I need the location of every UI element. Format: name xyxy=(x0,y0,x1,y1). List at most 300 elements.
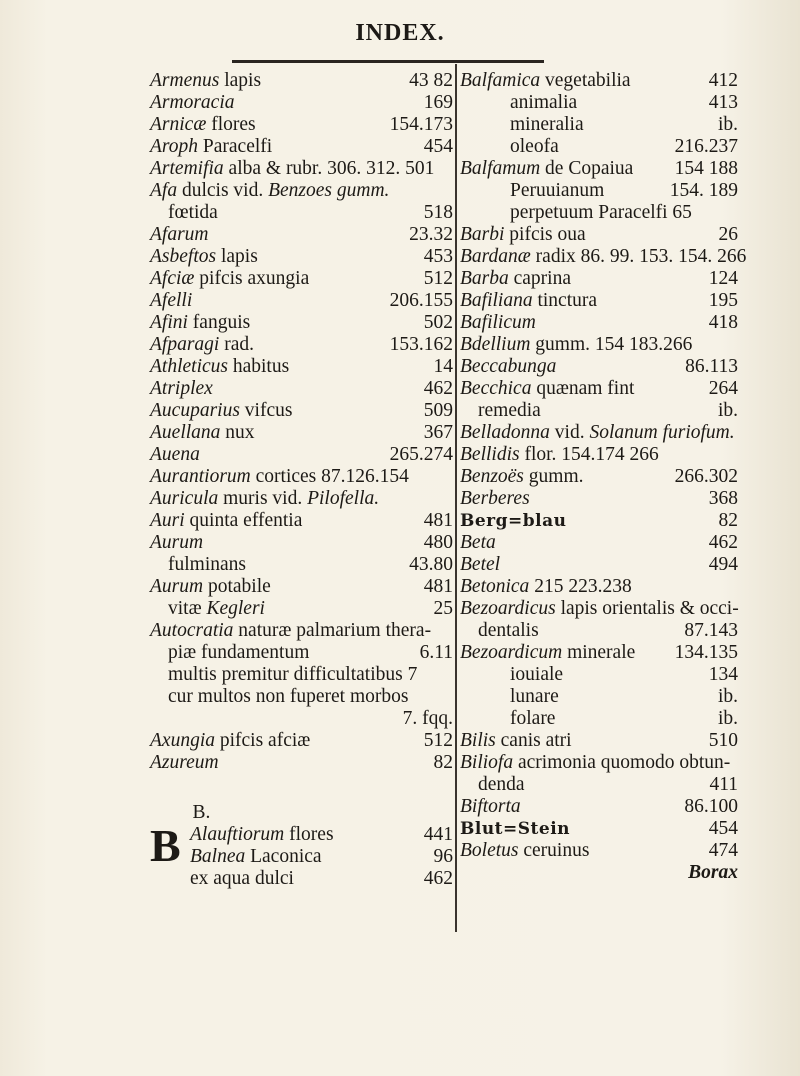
entry-page-ref: ib. xyxy=(717,686,738,707)
term-part: folare xyxy=(510,708,556,729)
term-part: de Copaiua xyxy=(540,158,634,179)
term-part: oleofa xyxy=(510,136,559,157)
entry-page-ref: 43.80 xyxy=(409,554,453,575)
entry-term xyxy=(460,290,597,312)
index-entry xyxy=(150,576,453,598)
entry-term xyxy=(150,290,192,312)
term-part: Balfamum xyxy=(460,158,541,179)
term-part: Auri xyxy=(150,510,185,531)
index-entry xyxy=(460,554,738,576)
entry-page-ref: 134 xyxy=(708,664,738,685)
term-part: Afparagi xyxy=(150,334,220,355)
term-part: vid. xyxy=(549,422,590,443)
index-entry xyxy=(150,752,453,774)
entry-term xyxy=(460,444,659,466)
index-entry xyxy=(460,334,738,356)
entry-page-ref: Borax xyxy=(688,862,738,883)
entry-term xyxy=(510,708,555,730)
entry-term xyxy=(460,752,730,774)
term-part: dentalis xyxy=(478,620,539,641)
entry-term xyxy=(190,846,322,868)
entry-term xyxy=(150,576,271,598)
term-part: vegetabilia xyxy=(540,70,631,91)
entry-term xyxy=(150,488,379,510)
index-entry xyxy=(460,840,738,862)
entry-page-ref: ib. xyxy=(717,114,738,135)
term-part: Bezoardicus xyxy=(460,598,556,619)
entry-term xyxy=(150,510,302,532)
term-part: Bafilicum xyxy=(460,312,536,333)
entry-term xyxy=(460,246,746,268)
term-part: iouiale xyxy=(510,664,564,685)
index-entry xyxy=(460,70,738,92)
index-entry xyxy=(460,92,738,114)
index-entry xyxy=(150,554,453,576)
index-entry xyxy=(460,664,738,686)
entry-page-ref: 87.143 xyxy=(684,620,738,641)
term-part: lapis orientalis & occi- xyxy=(555,598,739,619)
index-entry xyxy=(150,70,453,92)
term-part: Afelli xyxy=(150,290,193,311)
entry-page-ref: 502 xyxy=(423,312,453,333)
entry-term xyxy=(150,70,261,92)
entry-page-ref: 43 82 xyxy=(409,70,453,91)
term-part: Laconica xyxy=(245,846,322,867)
index-entry xyxy=(460,312,738,334)
term-part: cortices 87.126.154 xyxy=(250,466,409,487)
entry-page-ref: 518 xyxy=(423,202,453,223)
term-part: animalia xyxy=(510,92,578,113)
term-part: Pilofella. xyxy=(307,488,380,509)
entry-term xyxy=(168,664,417,686)
entry-term xyxy=(460,576,632,598)
entry-term xyxy=(460,730,572,752)
term-part: nux xyxy=(220,422,255,443)
section-b-initial-block xyxy=(150,820,453,871)
term-part: Aurantiorum xyxy=(150,466,251,487)
term-part: fœtida xyxy=(168,202,218,223)
term-part: Blut=Stein xyxy=(460,819,571,839)
entry-term xyxy=(150,224,209,246)
term-part: lapis xyxy=(216,246,258,267)
index-entry xyxy=(150,532,453,554)
entry-page-ref: 418 xyxy=(708,312,738,333)
entry-page-ref: 441 xyxy=(423,824,453,845)
term-part: Beta xyxy=(460,532,496,553)
index-entry xyxy=(150,422,453,444)
entry-term xyxy=(168,686,408,708)
entry-page-ref: 512 xyxy=(423,268,453,289)
term-part: pifcis afciæ xyxy=(214,730,311,751)
entry-term xyxy=(460,356,556,378)
entry-page-ref: 195 xyxy=(708,290,738,311)
entry-page-ref: 153.162 xyxy=(389,334,453,355)
entry-term xyxy=(460,818,570,840)
term-part: Alauftiorum xyxy=(190,824,285,845)
index-entry xyxy=(460,268,738,290)
term-part: radix 86. 99. 153. 154. 266 xyxy=(530,246,747,267)
term-part: Afciæ xyxy=(150,268,195,289)
index-entry xyxy=(150,400,453,422)
term-part: caprina xyxy=(508,268,572,289)
entry-page-ref: 481 xyxy=(423,510,453,531)
index-entry xyxy=(460,180,738,202)
entry-term xyxy=(168,642,309,664)
entry-term xyxy=(510,92,577,114)
entry-term xyxy=(510,686,559,708)
term-part: muris vid. xyxy=(218,488,308,509)
entry-page-ref: 264 xyxy=(708,378,738,399)
index-entry xyxy=(460,224,738,246)
index-entry xyxy=(150,114,453,136)
entry-page-ref: 96 xyxy=(433,846,453,867)
term-part: Bafiliana xyxy=(460,290,533,311)
entry-term xyxy=(150,334,254,356)
index-entry xyxy=(460,444,738,466)
entry-page-ref: 462 xyxy=(423,868,453,889)
entry-term xyxy=(150,752,219,774)
term-part: alba & rubr. 306. 312. 501 xyxy=(223,158,435,179)
term-part: Auricula xyxy=(150,488,219,509)
term-part: Atriplex xyxy=(150,378,213,399)
entry-term xyxy=(150,466,409,488)
term-part: Belladonna xyxy=(460,422,550,443)
term-part: Afa xyxy=(150,180,178,201)
entry-page-ref: 367 xyxy=(423,422,453,443)
entry-term xyxy=(460,466,584,488)
term-part: Berg=blau xyxy=(460,511,567,531)
index-entry xyxy=(460,532,738,554)
entry-page-ref: 25 xyxy=(433,598,453,619)
index-entry xyxy=(460,356,738,378)
term-part: Betonica xyxy=(460,576,530,597)
entry-term xyxy=(460,598,739,620)
entry-page-ref: 14 xyxy=(433,356,453,377)
term-part: piæ fundamentum xyxy=(168,642,310,663)
section-letter-b xyxy=(150,802,453,824)
index-entry xyxy=(150,224,453,246)
term-part: habitus xyxy=(227,356,290,377)
entry-term xyxy=(150,246,258,268)
index-entry xyxy=(460,400,738,422)
term-part: Asbeftos xyxy=(150,246,217,267)
index-entry xyxy=(460,488,738,510)
term-part: Benzoes gumm. xyxy=(268,180,390,201)
entry-term xyxy=(150,180,389,202)
index-entry xyxy=(150,136,453,158)
index-entry xyxy=(150,642,453,664)
entry-term xyxy=(460,488,530,510)
entry-page-ref: 412 xyxy=(708,70,738,91)
index-entry xyxy=(150,202,453,224)
entry-term xyxy=(460,422,735,444)
term-part: Bellidis xyxy=(460,444,520,465)
term-part: Barbi xyxy=(460,224,505,245)
entry-page-ref: 6.11 xyxy=(419,642,453,663)
entry-page-ref: 124 xyxy=(708,268,738,289)
index-entry xyxy=(150,268,453,290)
entry-page-ref: 454 xyxy=(708,818,738,839)
page-header: INDEX. xyxy=(355,20,445,46)
entry-term xyxy=(460,840,589,862)
entry-page-ref: 509 xyxy=(423,400,453,421)
term-part: Kegleri xyxy=(206,598,265,619)
term-part: fanguis xyxy=(187,312,251,333)
entry-page-ref: 474 xyxy=(708,840,738,861)
term-part: flor. 154.174 266 xyxy=(519,444,659,465)
term-part: pifcis oua xyxy=(504,224,586,245)
term-part: pifcis axungia xyxy=(194,268,310,289)
index-entry xyxy=(460,510,738,532)
term-part: Bardanæ xyxy=(460,246,531,267)
entry-term xyxy=(150,136,272,158)
index-entry xyxy=(460,136,738,158)
index-entry xyxy=(150,510,453,532)
term-part: Autocratia xyxy=(150,620,234,641)
term-part: quænam fint xyxy=(531,378,635,399)
entry-term xyxy=(460,70,631,92)
index-entry xyxy=(150,312,453,334)
entry-term xyxy=(460,312,536,334)
index-entry xyxy=(460,158,738,180)
entry-term xyxy=(150,620,431,642)
entry-term xyxy=(150,378,213,400)
term-part: perpetuum Paracelfi 65 xyxy=(510,202,692,223)
term-part: canis atri xyxy=(495,730,572,751)
entry-page-ref: 23.32 xyxy=(409,224,453,245)
index-entry xyxy=(460,862,738,884)
term-part: ceruinus xyxy=(518,840,590,861)
term-part: Artemifia xyxy=(150,158,224,179)
term-part: Biliofa xyxy=(460,752,514,773)
index-entry xyxy=(150,92,453,114)
term-part: Armenus xyxy=(150,70,220,91)
index-entry xyxy=(150,290,453,312)
term-part: flores xyxy=(206,114,256,135)
entry-page-ref: 481 xyxy=(423,576,453,597)
term-part: vifcus xyxy=(239,400,293,421)
index-entry xyxy=(460,378,738,400)
index-entry xyxy=(150,466,453,488)
entry-term xyxy=(168,202,218,224)
index-entry xyxy=(150,686,453,708)
entry-term xyxy=(168,554,246,576)
term-part: Beccabunga xyxy=(460,356,557,377)
entry-page-ref: 368 xyxy=(708,488,738,509)
term-part: vitæ xyxy=(168,598,207,619)
index-entry xyxy=(150,444,453,466)
entry-term xyxy=(150,158,434,180)
term-part: Barba xyxy=(460,268,509,289)
index-entry xyxy=(150,488,453,510)
entry-page-ref: 453 xyxy=(423,246,453,267)
term-part: Arnicæ xyxy=(150,114,207,135)
entry-term xyxy=(460,554,500,576)
entry-term xyxy=(510,180,604,202)
entry-page-ref: 154.173 xyxy=(389,114,453,135)
entry-term xyxy=(460,642,635,664)
term-part: dulcis vid. xyxy=(177,180,269,201)
index-entry xyxy=(460,114,738,136)
term-part: quinta effentia xyxy=(184,510,303,531)
entry-page-ref: 82 xyxy=(718,510,738,531)
entry-page-ref: 454 xyxy=(423,136,453,157)
term-part: Afini xyxy=(150,312,188,333)
entry-term xyxy=(168,598,265,620)
term-part: Biftorta xyxy=(460,796,521,817)
entry-page-ref: 411 xyxy=(709,774,738,795)
term-part: lapis xyxy=(219,70,262,91)
index-entry xyxy=(460,290,738,312)
term-part: mineralia xyxy=(510,114,584,135)
entry-page-ref: 462 xyxy=(423,378,453,399)
term-part: Becchica xyxy=(460,378,532,399)
entry-page-ref: ib. xyxy=(717,400,738,421)
entry-term xyxy=(150,730,310,752)
index-entry xyxy=(460,598,738,620)
entry-page-ref: 86.113 xyxy=(685,356,738,377)
term-part: Bdellium xyxy=(460,334,531,355)
term-part: Aurum xyxy=(150,576,204,597)
entry-term xyxy=(510,114,584,136)
term-part: Peruuianum xyxy=(510,180,605,201)
entry-page-ref: 266.302 xyxy=(674,466,738,487)
index-entry xyxy=(460,752,738,774)
entry-page-ref: 7. fqq. xyxy=(402,708,453,729)
term-part: Bezoardicum xyxy=(460,642,563,663)
entry-term xyxy=(150,268,309,290)
entry-term xyxy=(478,620,539,642)
index-entry xyxy=(150,708,453,730)
entry-page-ref: ib. xyxy=(717,708,738,729)
index-entry xyxy=(460,466,738,488)
index-entry xyxy=(150,180,453,202)
term-part: Solanum furiofum. xyxy=(589,422,735,443)
entry-page-ref: 480 xyxy=(423,532,453,553)
term-part: naturæ palmarium thera- xyxy=(233,620,432,641)
entry-page-ref: 510 xyxy=(708,730,738,751)
entry-term xyxy=(150,444,200,466)
term-part: denda xyxy=(478,774,525,795)
entry-page-ref: 82 xyxy=(433,752,453,773)
term-part: Athleticus xyxy=(150,356,228,377)
entry-page-ref: 154. 189 xyxy=(669,180,738,201)
index-entry xyxy=(150,378,453,400)
index-entry xyxy=(460,576,738,598)
entry-page-ref: 134.135 xyxy=(674,642,738,663)
entry-term xyxy=(510,202,692,224)
term-part: acrimonia quomodo obtun- xyxy=(513,752,731,773)
entry-page-ref: 169 xyxy=(423,92,453,113)
term-part: Berberes xyxy=(460,488,530,509)
term-part: Armoracia xyxy=(150,92,235,113)
term-part: lunare xyxy=(510,686,559,707)
term-part: cur multos non fuperet morbos xyxy=(168,686,409,707)
index-entry xyxy=(460,642,738,664)
term-part: Azureum xyxy=(150,752,219,773)
term-part: Auellana xyxy=(150,422,221,443)
entry-term xyxy=(478,774,525,796)
entry-page-ref: 494 xyxy=(708,554,738,575)
left-column xyxy=(150,70,453,890)
term-part: Afarum xyxy=(150,224,209,245)
term-part: multis premitur difficultatibus 7 xyxy=(168,664,418,685)
entry-term xyxy=(150,312,250,334)
entry-term xyxy=(510,664,563,686)
term-part: gumm. xyxy=(523,466,584,487)
index-entry xyxy=(460,246,747,268)
term-part: minerale xyxy=(562,642,636,663)
entry-term xyxy=(150,400,292,422)
entry-term xyxy=(150,92,235,114)
entry-term xyxy=(460,378,634,400)
column-divider xyxy=(455,64,457,932)
entry-page-ref: 86.100 xyxy=(684,796,738,817)
entry-term xyxy=(150,422,255,444)
entry-page-ref: 216.237 xyxy=(674,136,738,157)
index-entry xyxy=(150,730,453,752)
entry-term xyxy=(460,532,496,554)
term-part: rad. xyxy=(219,334,254,355)
index-entry xyxy=(460,202,738,224)
entry-term xyxy=(150,356,289,378)
entry-page-ref: 26 xyxy=(718,224,738,245)
entry-term xyxy=(510,136,559,158)
entry-term xyxy=(150,114,256,136)
entry-page-ref: 413 xyxy=(708,92,738,113)
index-entry xyxy=(150,334,453,356)
index-entry xyxy=(460,774,738,796)
entry-page-ref: 206.155 xyxy=(389,290,453,311)
term-part: remedia xyxy=(478,400,541,421)
term-part: Aucuparius xyxy=(150,400,240,421)
index-entry xyxy=(460,796,738,818)
entry-term xyxy=(190,824,334,846)
term-part: Benzoës xyxy=(460,466,524,487)
index-entry xyxy=(150,246,453,268)
index-entry xyxy=(460,818,738,840)
entry-page-ref: 154 188 xyxy=(674,158,738,179)
term-part: Balfamica xyxy=(460,70,541,91)
entry-term xyxy=(460,224,586,246)
term-part: 215 223.238 xyxy=(529,576,632,597)
index-entry xyxy=(150,158,453,180)
index-entry xyxy=(150,868,453,890)
index-entry xyxy=(460,422,738,444)
index-entry xyxy=(150,664,453,686)
term-part: tinctura xyxy=(532,290,598,311)
section-letter: B. xyxy=(192,802,211,823)
term-part: Betel xyxy=(460,554,501,575)
header-rule xyxy=(232,60,544,63)
term-part: Aroph xyxy=(150,136,199,157)
term-part: potabile xyxy=(203,576,271,597)
entry-page-ref: 265.274 xyxy=(389,444,453,465)
term-part: Boletus xyxy=(460,840,519,861)
index-entry xyxy=(150,598,453,620)
entry-term: ex aqua dulci xyxy=(190,868,294,889)
entry-term xyxy=(460,158,633,180)
entry-term xyxy=(478,400,541,422)
entry-term xyxy=(460,510,567,532)
term-part: Balnea xyxy=(190,846,246,867)
index-entry xyxy=(460,708,738,730)
term-part: Bilis xyxy=(460,730,496,751)
index-entry xyxy=(150,620,453,642)
right-column xyxy=(460,70,747,884)
entry-term xyxy=(150,532,203,554)
entry-term xyxy=(460,268,571,290)
